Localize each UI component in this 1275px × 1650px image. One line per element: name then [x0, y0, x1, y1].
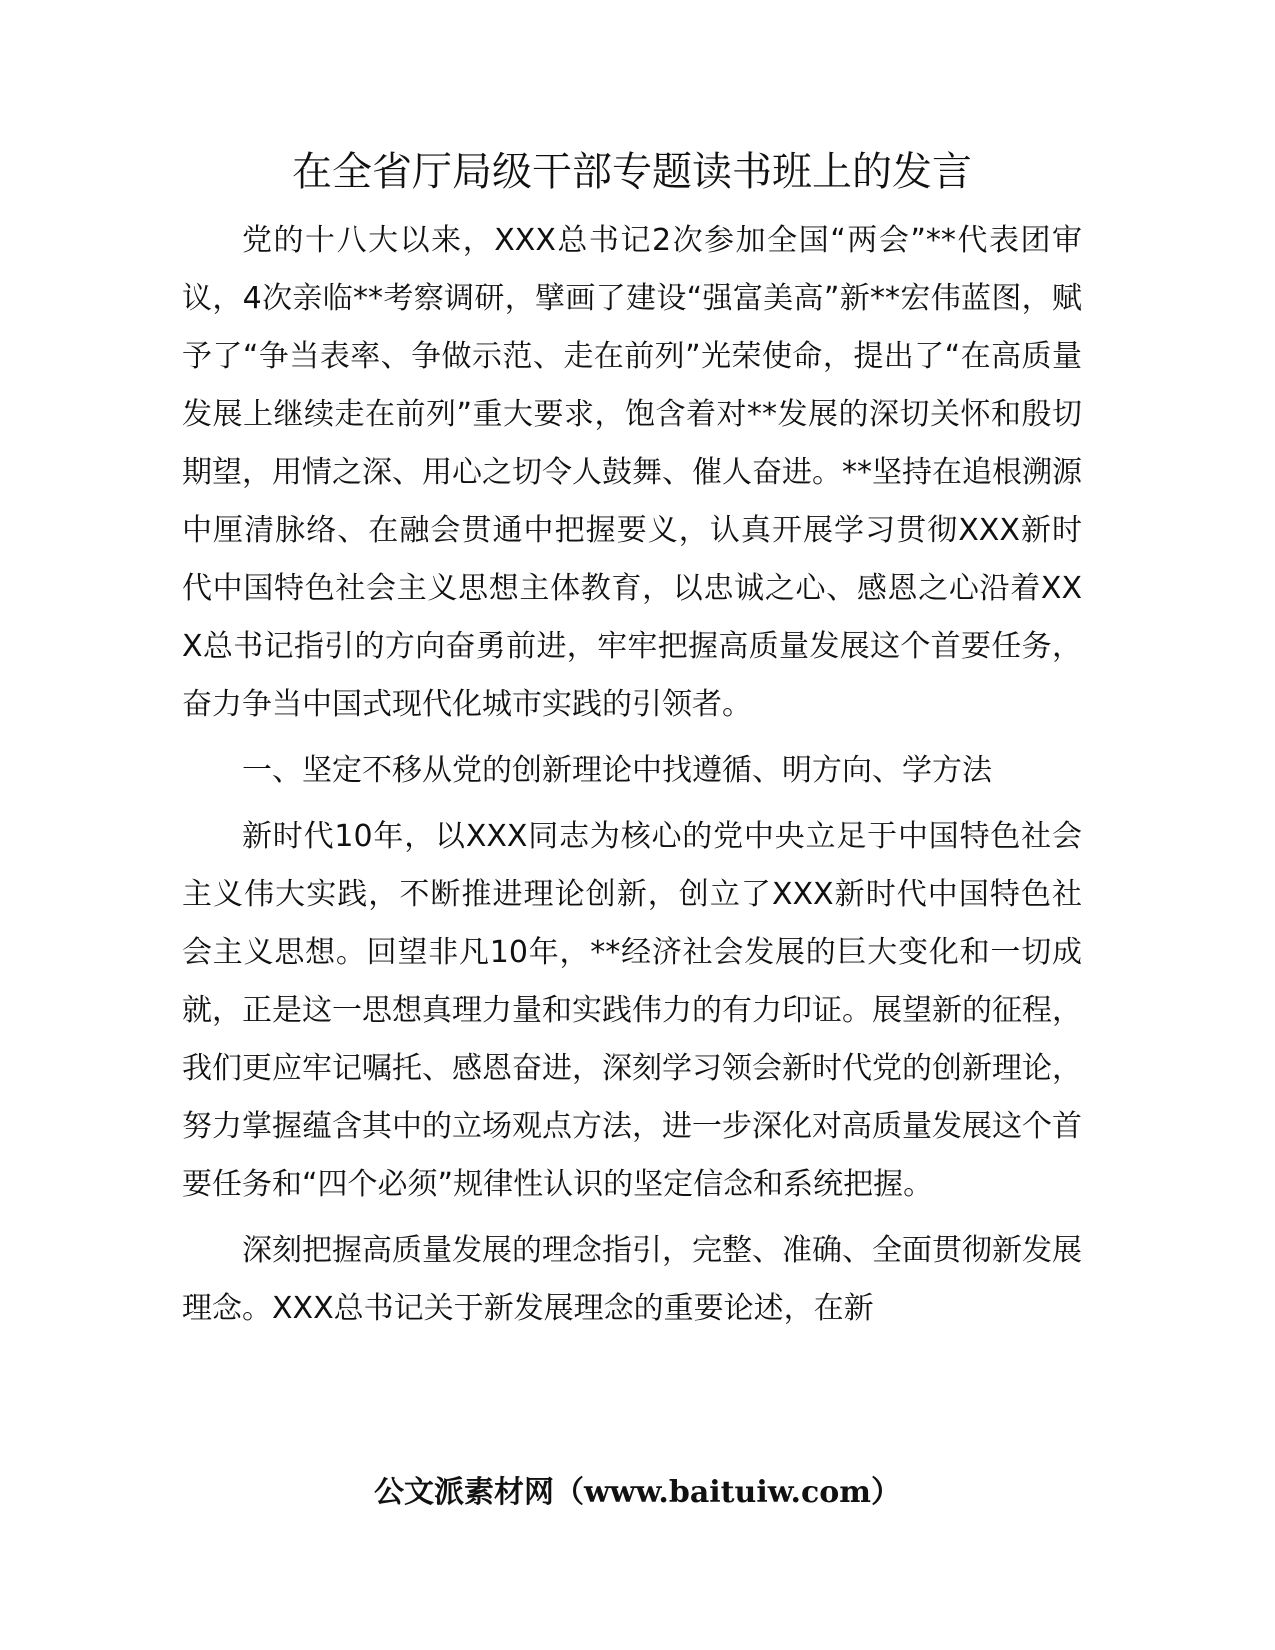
paragraph-development-concept: 深刻把握高质量发展的理念指引，完整、准确、全面贯彻新发展理念。XXX总书记关于新发展理念的重要论述，在新 [182, 1233, 1082, 1326]
document-title: 在全省厅局级干部专题读书班上的发言 [292, 149, 972, 195]
footer-watermark: 公文派素材网（www.baituiw.com） [373, 1475, 902, 1510]
section-heading-1: 一、坚定不移从党的创新理论中找遵循、明方向、学方法 [242, 753, 992, 788]
paragraph-new-era: 新时代10年，以XXX同志为核心的党中央立足于中国特色社会主义伟大实践，不断推进理论创新，创立了XXX新时代中国特色社会主义思想。回望非凡10年，**经济社会发展的巨大变化和一切成就，正是这一思想真理力量和实践伟力的有力印证。展望新的征程，我们更应牢记嘱托、感恩奋进，深刻学习领会新时代党的创新理论，努力掌握蕴含其中的立场观点方法，进一步深化对高质量发展这个首要任务和“四个必须”规律性认识的坚定信念和系统把握。 [182, 819, 1082, 1202]
paragraph-intro: 党的十八大以来，XXX总书记2次参加全国“两会”**代表团审议，4次亲临**考察调研，擘画了建设“强富美高”新**宏伟蓝图，赋予了“争当表率、争做示范、走在前列”光荣使命，提出了“在高质量发展上继续走在前列”重大要求，饱含着对**发展的深切关怀和殷切期望，用情之深、用心之切令人鼓舞、催人奋进。**坚持在追根溯源中厘清脉络、在融会贯通中把握要义，认真开展学习贯彻XXX新时代中国特色社会主义思想主体教育，以忠诚之心、感恩之心沿着XXX总书记指引的方向奋勇前进，牢牢把握高质量发展这个首要任务，奋力争当中国式现代化城市实践的引领者。 [182, 223, 1082, 722]
document-page [182, 140, 1082, 1346]
